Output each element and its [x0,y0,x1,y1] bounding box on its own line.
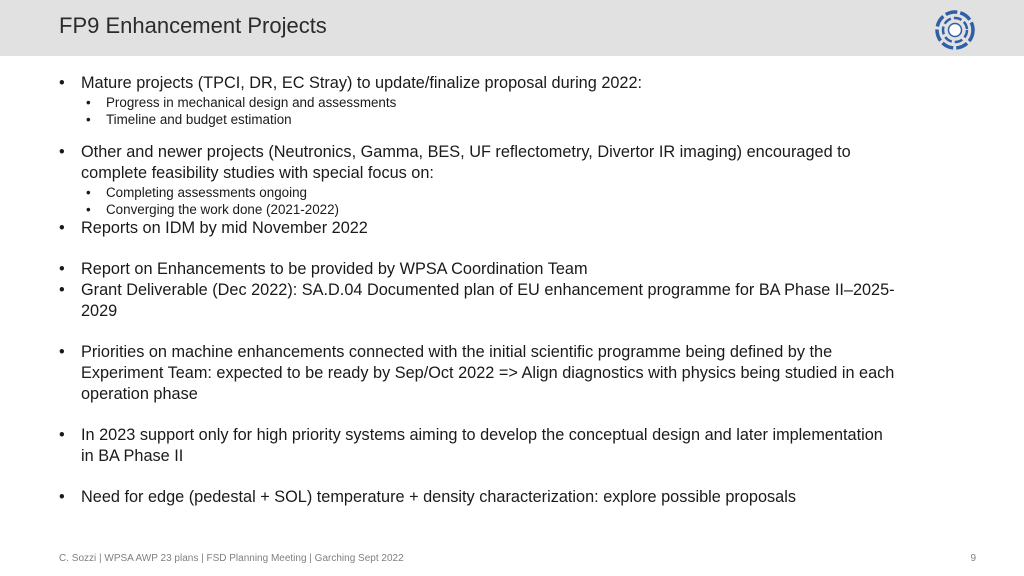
bullet-mature-projects: • Mature projects (TPCI, DR, EC Stray) to update/finalize proposal during 2022: [59,74,643,92]
subbullet-assessments: • Completing assessments ongoing [86,185,307,200]
subbullet-timeline: • Timeline and budget estimation [86,112,292,127]
bullet-other-projects-cont: complete feasibility studies with special focus on: [81,164,434,182]
bullet-priorities: • Priorities on machine enhancements connected with the initial scientific programme being defined by the [59,343,833,361]
bullet-reports-idm: • Reports on IDM by mid November 2022 [59,219,368,237]
subbullet-converging: • Converging the work done (2021-2022) [86,202,339,217]
bullet-2023-support: • In 2023 support only for high priority systems aiming to develop the conceptual design and later implementation [59,426,883,444]
bullet-grant-deliverable-cont: 2029 [81,302,118,320]
slide-content [59,73,969,508]
slide-title: FP9 Enhancement Projects [59,13,327,38]
bullet-priorities-cont2: operation phase [81,385,198,403]
logo-icon [934,9,976,51]
bullet-other-projects: • Other and newer projects (Neutronics, Gamma, BES, UF reflectometry, Divertor IR imaging) encouraged to [59,143,851,161]
bullet-report-enhancements: • Report on Enhancements to be provided by WPSA Coordination Team [59,260,588,278]
bullet-2023-support-cont: in BA Phase II [81,447,184,465]
footer-text: C. Sozzi | WPSA AWP 23 plans | FSD Planning Meeting | Garching Sept 2022 [59,553,404,564]
bullet-priorities-cont: Experiment Team: expected to be ready by Sep/Oct 2022 => Align diagnostics with physics being studied in each [81,364,895,382]
page-number: 9 [970,553,976,564]
subbullet-progress: • Progress in mechanical design and assessments [86,95,397,110]
header-bar [0,0,1024,56]
bullet-grant-deliverable: • Grant Deliverable (Dec 2022): SA.D.04 Documented plan of EU enhancement programme for BA Phase II–2025- [59,281,895,299]
bullet-edge-characterization: • Need for edge (pedestal + SOL) temperature + density characterization: explore possible proposals [59,488,796,506]
